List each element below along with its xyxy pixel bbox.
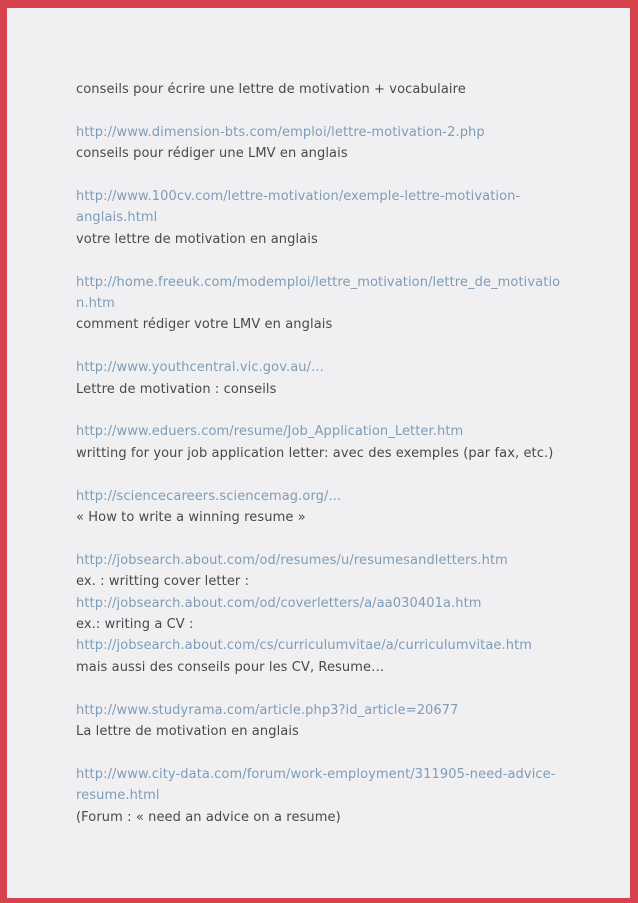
description-text: mais aussi des conseils pour les CV, Resume… (76, 659, 385, 675)
links-list (76, 79, 563, 828)
description-text: comment rédiger votre LMV en anglais (76, 317, 333, 333)
description-text: ex. : writting cover letter : (76, 574, 250, 590)
url-link[interactable]: http://www.studyrama.com/article.php3?id_article=20677 (76, 702, 459, 718)
description-text: La lettre de motivation en anglais (76, 724, 299, 740)
description-text: conseils pour écrire une lettre de motivation + vocabulaire (76, 82, 466, 97)
description-text: conseils pour rédiger une LMV en anglais (76, 146, 348, 162)
url-link[interactable]: http://www.100cv.com/lettre-motivation/exemple-lettre-motivation-anglais.html (76, 189, 521, 226)
link-entry (76, 700, 563, 743)
url-link[interactable]: http://sciencecareers.sciencemag.org/... (76, 488, 342, 504)
url-link[interactable]: http://www.eduers.com/resume/Job_Application_Letter.htm (76, 424, 464, 440)
url-link[interactable]: http://jobsearch.about.com/od/coverletters/a/aa030401a.htm (76, 595, 482, 611)
url-link[interactable]: http://www.city-data.com/forum/work-employment/311905-need-advice-resume.html (76, 766, 556, 804)
link-entry (76, 272, 563, 336)
description-text: writting for your job application letter: avec des exemples (par fax, etc.) (76, 445, 554, 461)
description-text: ex.: writing a CV : (76, 617, 194, 633)
description-text: votre lettre de motivation en anglais (76, 231, 318, 247)
url-link[interactable]: http://jobsearch.about.com/od/resumes/u/resumesandletters.htm (76, 552, 508, 568)
url-link[interactable]: http://www.youthcentral.vic.gov.au/... (76, 360, 324, 376)
link-entry (76, 764, 563, 828)
link-entry (76, 421, 563, 464)
link-entry (76, 122, 563, 165)
url-link[interactable]: http://jobsearch.about.com/cs/curriculumvitae/a/curriculumvitae.htm (76, 638, 533, 654)
url-link[interactable]: http://www.dimension-bts.com/emploi/lettre-motivation-2.php (76, 124, 485, 140)
url-link[interactable]: http://home.freeuk.com/modemploi/lettre_motivation/lettre_de_motivation.htm (76, 274, 561, 312)
description-text: (Forum : « need an advice on a resume) (76, 809, 341, 825)
link-entry (76, 357, 563, 400)
link-entry (76, 550, 563, 678)
link-entry (76, 79, 563, 100)
description-text: Lettre de motivation : conseils (76, 381, 277, 397)
link-entry (76, 186, 563, 250)
description-text: « How to write a winning resume » (76, 510, 306, 526)
link-entry (76, 486, 563, 529)
